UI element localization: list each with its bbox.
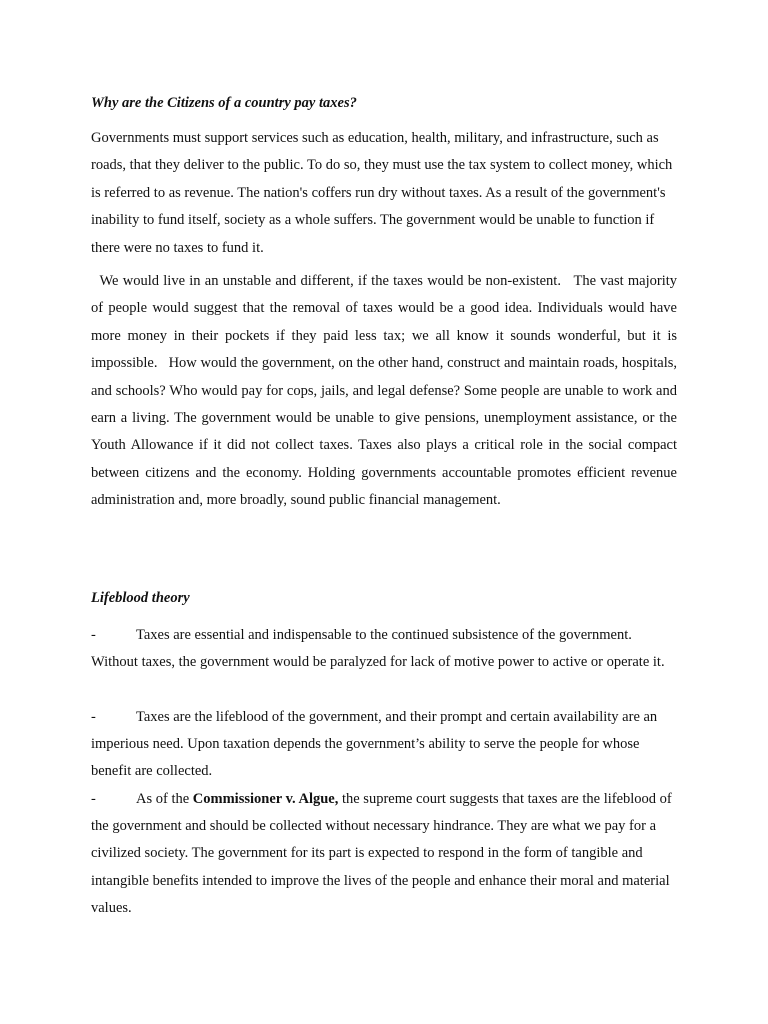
bullet-dash: - [91, 791, 96, 807]
bullet-item-lifeblood [91, 704, 677, 786]
bullet-text-pre: As of the [136, 791, 193, 807]
paragraph-government-services: Governments must support services such as education, health, military, and infrastructure, such as roads, that they deliver to the public. To do so, they must use the tax system to collect money, which is referred to as revenue. The nation's coffers run dry without taxes. As a result of the government's inability to fund itself, society as a whole suffers. The government would be unable to function if there were no taxes to fund it. [91, 130, 673, 256]
bullet-item-essential [91, 622, 677, 676]
bullet-dash: - [91, 627, 96, 643]
bullet-text: Taxes are essential and indispensable to the continued subsistence of the government. Without taxes, the government would be paralyzed for lack of motive power to active or operate it. [91, 627, 665, 671]
bullet-text: Taxes are the lifeblood of the government, and their prompt and certain availability are an imperious need. Upon taxation depends the government’s ability to serve the people for whose benefit are collected. [91, 709, 658, 780]
section-heading-why-pay-taxes: Why are the Citizens of a country pay taxes? [91, 95, 357, 111]
section-heading-lifeblood-theory: Lifeblood theory [91, 590, 190, 606]
case-citation: Commissioner v. Algue, [192, 791, 339, 807]
paragraph-no-taxes: We would live in an unstable and different, if the taxes would be non-existent. The vast majority of people would suggest that the removal of taxes would be a good idea. Individuals would have more money in their pockets if they paid less tax; we all know it sounds wonderful, but it is impossible. How would the government, on the other hand, construct and maintain roads, hospitals, and schools? Who would pay for cops, jails, and legal defense? Some people are unable to work and earn a living. The government would be unable to give pensions, unemployment assistance, or the Youth Allowance if it did not collect taxes. Taxes also plays a critical role in the social compact between citizens and the economy. Holding governments accountable promotes efficient revenue administration and, more broadly, sound public financial management. [91, 273, 681, 509]
bullet-dash: - [91, 709, 96, 725]
bullet-text-post: the supreme court suggests that taxes are the lifeblood of the government and should be collected without necessary hindrance. They are what we pay for a civilized society. The government for its part is expected to respond in the form of tangible and intangible benefits intended to improve the lives of the people and enhance their moral and material values. [91, 791, 672, 916]
bullet-item-commissioner-v-algue [91, 786, 677, 922]
